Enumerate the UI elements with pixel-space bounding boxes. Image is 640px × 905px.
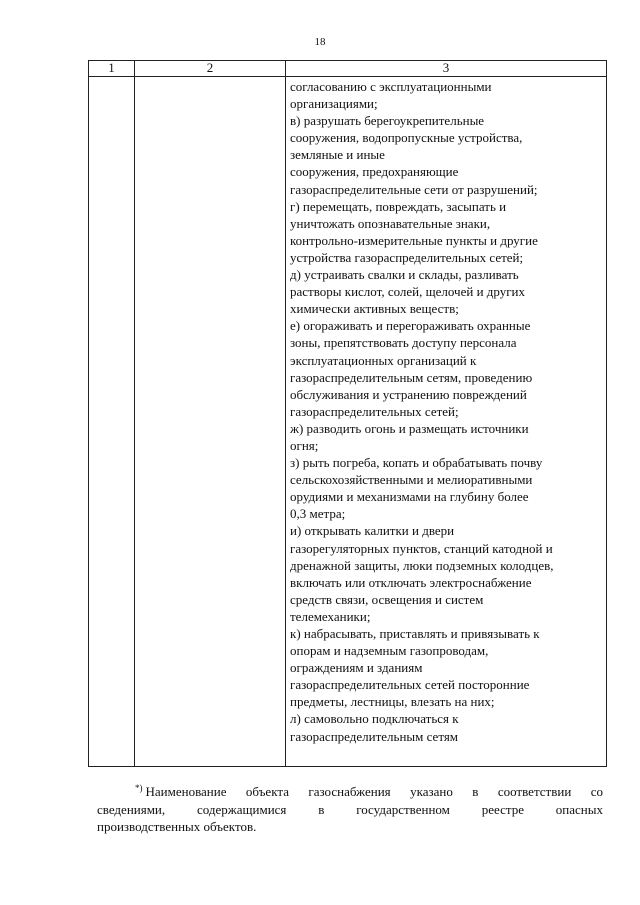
table-text-line: сооружения, предохраняющие <box>290 164 459 180</box>
column-header-3: 3 <box>286 61 607 77</box>
table-text-line: 0,3 метра; <box>290 506 346 522</box>
table-text-line: л) самовольно подключаться к <box>290 711 459 727</box>
table-text-line: д) устраивать свалки и склады, разливать <box>290 267 519 283</box>
table-cell-col2 <box>135 77 286 767</box>
table-text-line: е) огораживать и перегораживать охранные <box>290 318 531 334</box>
table-text-line: газораспределительным сетям <box>290 728 459 744</box>
table-row <box>89 77 607 767</box>
table-text-line: ж) разводить огонь и размещать источники <box>290 420 529 436</box>
footnote-line-2: сведениями, содержащимися в государственном реестре опасных <box>97 801 603 817</box>
table-text-line: и) открывать калитки и двери <box>290 523 455 539</box>
table-text-line: устройства газораспределительных сетей; <box>290 249 524 265</box>
table-text-line: огня; <box>290 437 319 453</box>
table-text-line: средств связи, освещения и систем <box>290 591 484 607</box>
footnote-text-1: Наименование объекта газоснабжения указано в соответствии со <box>145 784 603 799</box>
table-text-line: опорам и надземным газопроводам, <box>290 643 489 659</box>
table-text-line: телемеханики; <box>290 608 371 624</box>
column-header-1: 1 <box>89 61 135 77</box>
table-text-line: газораспределительных сетей посторонние <box>290 677 530 693</box>
table-text-line: эксплуатационных организаций к <box>290 352 477 368</box>
footnote-marker: *) <box>135 783 143 793</box>
table-text-line: сооружения, водопропускные устройства, <box>290 130 523 146</box>
footnote-line-1 <box>97 780 603 801</box>
table-header-row <box>89 61 607 77</box>
table-text-line: орудиями и механизмами на глубину более <box>290 489 529 505</box>
table-text-line: газорегуляторных пунктов, станций катодной и <box>290 540 553 556</box>
footnote <box>97 780 603 836</box>
table-text-line: контрольно-измерительные пункты и другие <box>290 232 538 248</box>
table-text-line: земляные и иные <box>290 147 385 163</box>
table-text-line: обслуживания и устранению повреждений <box>290 386 527 402</box>
table-text-line: ограждениям и зданиям <box>290 660 423 676</box>
table-text-line: химически активных веществ; <box>290 301 459 317</box>
table-text-line: организациями; <box>290 96 378 112</box>
column-header-2: 2 <box>135 61 286 77</box>
table-text-line: газораспределительных сетей; <box>290 403 459 419</box>
table-text-line: включать или отключать электроснабжение <box>290 574 532 590</box>
table-text-line: з) рыть погреба, копать и обрабатывать почву <box>290 455 543 471</box>
table-text-line: растворы кислот, солей, щелочей и других <box>290 284 526 300</box>
table-text-line: г) перемещать, повреждать, засыпать и <box>290 198 507 214</box>
table-text-line: зоны, препятствовать доступу персонала <box>290 335 517 351</box>
table-text-line: уничтожать опознавательные знаки, <box>290 215 491 231</box>
page-number: 18 <box>314 36 326 48</box>
table-text-line: согласованию с эксплуатационными <box>290 79 492 94</box>
table-cell-col3 <box>286 77 607 767</box>
table-text-line: предметы, лестницы, влезать на них; <box>290 694 495 710</box>
table-text-line: в) разрушать берегоукрепительные <box>290 113 485 129</box>
table-text-line: газораспределительные сети от разрушений; <box>290 181 538 197</box>
table-text-line: сельскохозяйственными и мелиоративными <box>290 472 533 488</box>
table-text-line: к) набрасывать, приставлять и привязывать к <box>290 626 540 641</box>
footnote-line-3: производственных объектов. <box>97 819 257 834</box>
table-cell-col1 <box>89 77 135 767</box>
document-table <box>88 60 607 767</box>
table-text-line: дренажной защиты, люки подземных колодцев, <box>290 557 554 573</box>
table-text-line: газораспределительным сетям, проведению <box>290 369 533 385</box>
